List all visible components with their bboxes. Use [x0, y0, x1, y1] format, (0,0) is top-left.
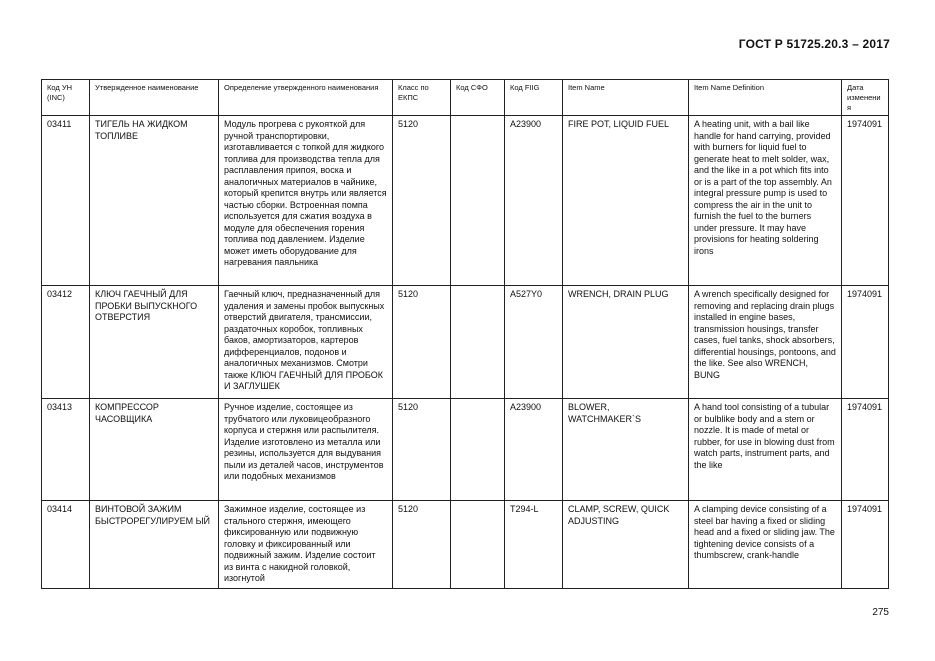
cell-inc: 03414: [42, 501, 90, 589]
cell-item-name: CLAMP, SCREW, QUICK ADJUSTING: [563, 501, 689, 589]
col-header-item-name: Item Name: [563, 80, 689, 116]
cell-change-date: 1974091: [842, 399, 889, 501]
cell-ekps-class: 5120: [393, 286, 451, 399]
cell-definition-ru: Зажимное изделие, состоящее из стального стержня, имеющего фиксированную или подвижную головку и фиксированный или подвижный зажим. Изделие состоит из винта с накидной головкой, изогнутой: [219, 501, 393, 589]
cell-sfo-code: [451, 501, 505, 589]
col-header-change-date: Дата изменения: [842, 80, 889, 116]
table-header-row: [42, 80, 889, 116]
cell-sfo-code: [451, 116, 505, 286]
cell-change-date: 1974091: [842, 501, 889, 589]
cell-approved-name: ТИГЕЛЬ НА ЖИДКОМ ТОПЛИВЕ: [90, 116, 219, 286]
cell-item-name-definition: A wrench specifically designed for removing and replacing drain plugs installed in engine bases, transmission housings, transfer cases, fuel tanks, shock absorbers, differential housings, pontoons, and the like. See also WRENCH, BUNG: [689, 286, 842, 399]
cell-item-name: FIRE POT, LIQUID FUEL: [563, 116, 689, 286]
page-number: 275: [872, 607, 889, 618]
col-header-ekps-class: Класс по ЕКПС: [393, 80, 451, 116]
table-row: [42, 286, 889, 399]
cell-definition-ru: Ручное изделие, состоящее из трубчатого или луковицеобразного корпуса и стержня или распылителя. Изделие изготовлено из металла или резины, используется для выдувания пыли из деталей часов, инструментов или подобных механизмов: [219, 399, 393, 501]
cell-inc: 03412: [42, 286, 90, 399]
col-header-item-name-definition: Item Name Definition: [689, 80, 842, 116]
cell-definition-ru: Гаечный ключ, предназначенный для удаления и замены пробок выпускных отверстий двигателя, трансмиссии, раздаточных коробок, топливных баков, амортизаторов, картеров дифференциалов, подонов и аналогичных механизмов. Смотри также КЛЮЧ ГАЕЧНЫЙ ДЛЯ ПРОБОК И ЗАГЛУШЕК: [219, 286, 393, 399]
cell-item-name-definition: A clamping device consisting of a steel bar having a fixed or sliding head and a fixed or sliding jaw. The tightening device consists of a thumbscrew, crank-handle: [689, 501, 842, 589]
document-header: ГОСТ Р 51725.20.3 – 2017: [738, 37, 890, 51]
cell-ekps-class: 5120: [393, 116, 451, 286]
cell-ekps-class: 5120: [393, 399, 451, 501]
cell-fiig-code: A23900: [505, 116, 563, 286]
cell-fiig-code: A23900: [505, 399, 563, 501]
col-header-fiig-code: Код FIIG: [505, 80, 563, 116]
cell-definition-ru: Модуль прогрева с рукояткой для ручной транспортировки, изготавливается с топкой для жидкого топлива для производства тепла для расплавления припоя, воска и аналогичных материалов в чайнике, который крепится внутрь или является частью сборки. Встроенная помпа используется для сжатия воздуха в модуле для обеспечения горения топлива под давлением. Изделие может иметь оборудование для нагревания паяльника: [219, 116, 393, 286]
table-row: [42, 399, 889, 501]
cell-change-date: 1974091: [842, 116, 889, 286]
cell-item-name-definition: A heating unit, with a bail like handle for hand carrying, provided with burners for liquid fuel to generate heat to melt solder, wax, and the like in a pot which fits into or is a part of the top assembly. An integral pressure pump is used to compress the air in the unit to furnish the fuel to the burners under pressure. It may have provisions for heating soldering irons: [689, 116, 842, 286]
cell-approved-name: КЛЮЧ ГАЕЧНЫЙ ДЛЯ ПРОБКИ ВЫПУСКНОГО ОТВЕРСТИЯ: [90, 286, 219, 399]
cell-ekps-class: 5120: [393, 501, 451, 589]
nomenclature-table: [41, 79, 889, 589]
cell-sfo-code: [451, 399, 505, 501]
cell-approved-name: КОМПРЕССОР ЧАСОВЩИКА: [90, 399, 219, 501]
col-header-sfo-code: Код СФО: [451, 80, 505, 116]
col-header-approved-name: Утвержденное наименование: [90, 80, 219, 116]
table-row: [42, 501, 889, 589]
table-row: [42, 116, 889, 286]
cell-approved-name: ВИНТОВОЙ ЗАЖИМ БЫСТРОРЕГУЛИРУЕМ ЫЙ: [90, 501, 219, 589]
cell-item-name: WRENCH, DRAIN PLUG: [563, 286, 689, 399]
cell-change-date: 1974091: [842, 286, 889, 399]
cell-fiig-code: T294-L: [505, 501, 563, 589]
cell-inc: 03411: [42, 116, 90, 286]
col-header-definition-ru: Определение утвержденного наименования: [219, 80, 393, 116]
cell-item-name: BLOWER, WATCHMAKER`S: [563, 399, 689, 501]
cell-fiig-code: A527Y0: [505, 286, 563, 399]
col-header-inc: Код УН (INC): [42, 80, 90, 116]
cell-sfo-code: [451, 286, 505, 399]
cell-inc: 03413: [42, 399, 90, 501]
cell-item-name-definition: A hand tool consisting of a tubular or bulblike body and a stem or nozzle. It is made of metal or rubber, for use in blowing dust from watch parts, instrument parts, and the like: [689, 399, 842, 501]
